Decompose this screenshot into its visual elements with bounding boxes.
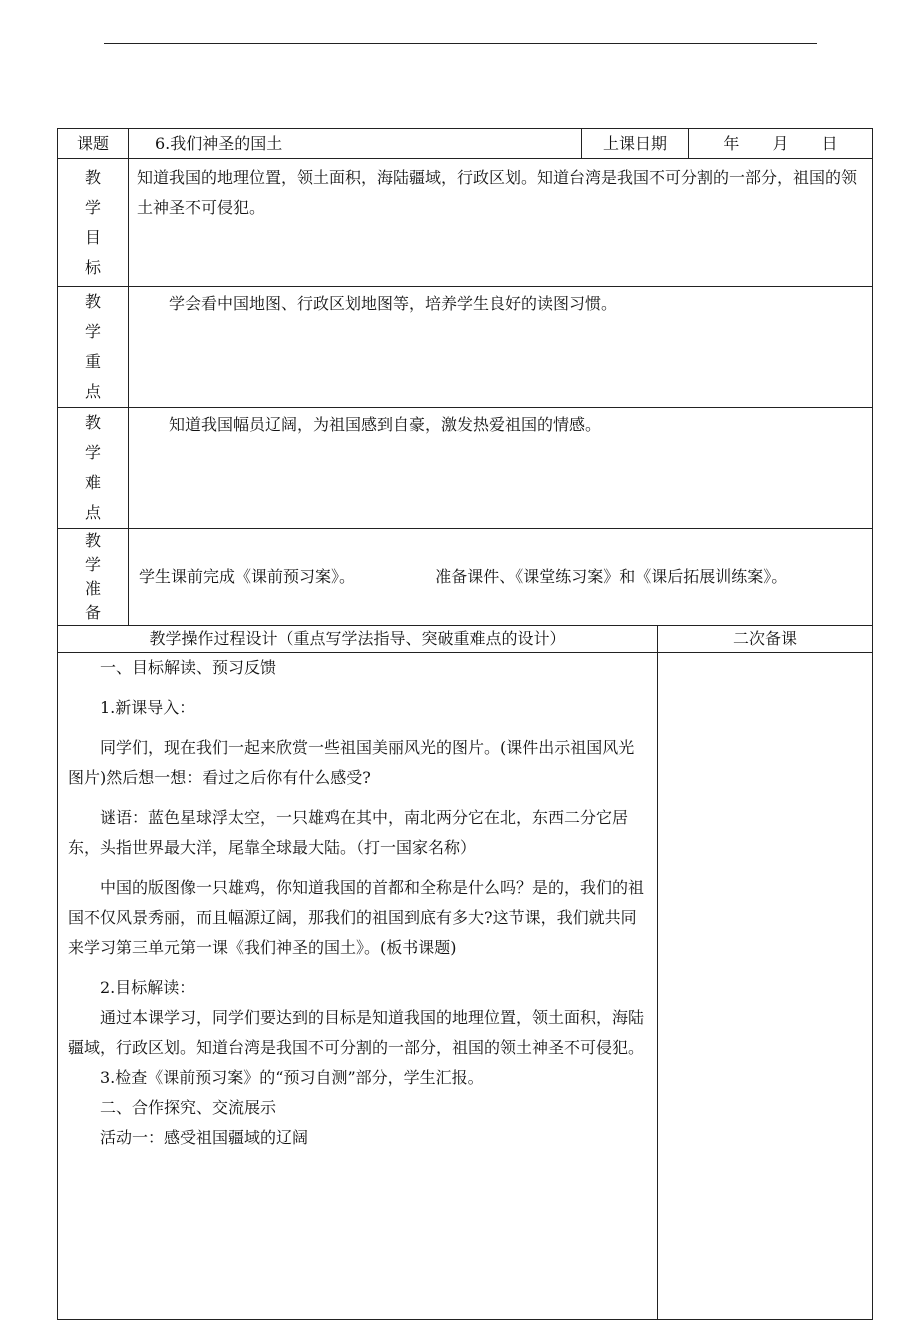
lesson-title: 6.我们神圣的国土 xyxy=(129,129,582,159)
section-2-heading: 二、合作探究、交流展示 xyxy=(100,1098,277,1117)
riddle-paragraph: 谜语：蓝色星球浮太空，一只雄鸡在其中，南北两分它在北，东西二分它居东，头指世界最大洋，尾靠全球最大陆。（打一国家名称） xyxy=(68,808,629,857)
process-body-row xyxy=(58,653,873,1320)
difficulties-label: 教学 难点 xyxy=(58,408,129,529)
section-1-heading: 一、目标解读、预习反馈 xyxy=(100,658,277,677)
topic-row xyxy=(58,129,873,159)
difficulties-text: 知道我国幅员辽阔，为祖国感到自豪，激发热爱祖国的情感。 xyxy=(169,415,602,434)
date-day: 日 xyxy=(821,133,838,153)
header-rule xyxy=(104,43,817,44)
preparation-row xyxy=(58,529,873,626)
second-prep-cell xyxy=(658,653,873,1320)
intro-paragraph: 同学们，现在我们一起来欣赏一些祖国美丽风光的图片。(课件出示祖国风光图片)然后想一想：看过之后你有什么感受? xyxy=(68,738,635,787)
date-year: 年 xyxy=(723,133,740,153)
difficulties-row xyxy=(58,408,873,529)
map-paragraph: 中国的版图像一只雄鸡，你知道我国的首都和全称是什么吗？是的，我们的祖国不仅风景秀丽，而且幅源辽阔，那我们的祖国到底有多大?这节课，我们就共同来学习第三单元第一课《我们神圣的国土》。(板书课题) xyxy=(68,878,645,957)
goals-row xyxy=(58,159,873,287)
date-label: 上课日期 xyxy=(582,129,689,159)
topic-label: 课题 xyxy=(58,129,129,159)
step-1-heading: 1.新课导入： xyxy=(100,698,196,717)
date-month: 月 xyxy=(772,133,789,153)
second-prep-header: 二次备课 xyxy=(658,626,873,653)
process-header-row xyxy=(58,626,873,653)
process-body-cell xyxy=(58,653,658,1320)
difficulties-cell xyxy=(129,408,873,529)
key-points-text: 学会看中国地图、行政区划地图等，培养学生良好的读图习惯。 xyxy=(169,294,618,313)
process-header: 教学操作过程设计（重点写学法指导、突破重难点的设计） xyxy=(58,626,658,653)
step-2-heading: 2.目标解读： xyxy=(100,978,196,997)
step-3-paragraph: 3.检查《课前预习案》的“预习自测”部分，学生汇报。 xyxy=(100,1068,484,1087)
goals-cell xyxy=(129,159,873,287)
key-points-label: 教学 重点 xyxy=(58,287,129,408)
goals-text: 知道我国的地理位置，领土面积，海陆疆域，行政区划。知道台湾是我国不可分割的一部分，祖国的领土神圣不可侵犯。 xyxy=(137,168,858,217)
goals-label: 教学 目标 xyxy=(58,159,129,287)
goals-reading-paragraph: 通过本课学习，同学们要达到的目标是知道我国的地理位置，领土面积，海陆疆域，行政区划。知道台湾是我国不可分割的一部分，祖国的领土神圣不可侵犯。 xyxy=(68,1008,645,1057)
lesson-plan-table xyxy=(57,128,873,1320)
key-points-row xyxy=(58,287,873,408)
preparation-cell xyxy=(129,529,873,626)
preparation-student-text: 学生课前完成《课前预习案》。 xyxy=(139,567,356,586)
activity-1-heading: 活动一：感受祖国疆域的辽阔 xyxy=(100,1128,309,1147)
process-body xyxy=(58,653,657,1153)
preparation-label: 教学 准备 xyxy=(58,529,129,626)
key-points-cell xyxy=(129,287,873,408)
date-field xyxy=(689,129,873,159)
preparation-teacher-text: 准备课件、《课堂练习案》和《课后拓展训练案》。 xyxy=(435,567,788,586)
